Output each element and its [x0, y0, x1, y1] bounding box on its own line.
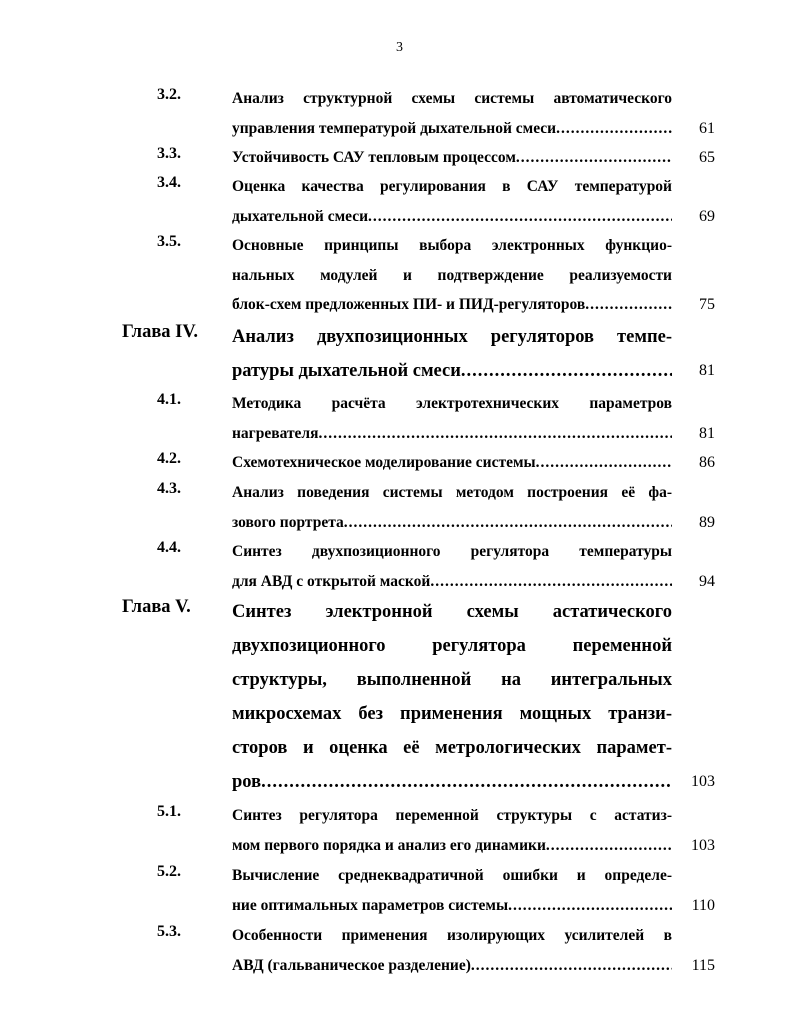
- toc-entry-title-line-last: [232, 419, 672, 449]
- toc-entry-title-text: зового портрета: [232, 513, 344, 531]
- toc-entry-title: [232, 320, 672, 388]
- toc-entry-title: [232, 84, 672, 143]
- leader-dots: [508, 891, 672, 921]
- toc-entry-number: 3.3.: [157, 145, 181, 162]
- toc-entry-title-text: ров: [232, 772, 262, 792]
- toc-entry-number: 3.4.: [157, 174, 181, 191]
- toc-entry-title-line-last: [232, 114, 672, 144]
- toc-entry-number: 5.3.: [157, 923, 181, 940]
- toc-entry-title-line: Синтез двухпозиционного регулятора температуры: [232, 543, 672, 560]
- toc-entry-title: [232, 448, 672, 478]
- toc-entry-title: [232, 478, 672, 537]
- toc-entry-number: 3.2.: [157, 86, 181, 103]
- toc-entry-number: Глава V.: [122, 597, 191, 617]
- toc-entry-page: 61: [699, 119, 715, 137]
- toc-entry-page: 65: [699, 149, 715, 166]
- toc-entry-title-line-last: [232, 831, 672, 861]
- toc-entry-title-text: управления температурой дыхательной смеси: [232, 119, 557, 137]
- leader-dots: [516, 143, 672, 173]
- toc-entry-title-line: сторов и оценка её метрологических парамет-: [232, 738, 672, 758]
- leader-dots: [536, 448, 672, 478]
- toc-entry-page: 94: [699, 572, 715, 590]
- toc-entry-number: 4.1.: [157, 391, 181, 408]
- toc-entry-title-line: Методика расчёта электротехнических параметров: [232, 395, 672, 412]
- toc-entry-title-text: дыхательной смеси: [232, 207, 369, 225]
- toc-entry-title-line: нальных модулей и подтверждение реализуемости: [232, 266, 672, 284]
- toc-entry-number: 4.3.: [157, 480, 181, 497]
- toc-entry-title-line-last: [232, 202, 672, 232]
- toc-entry-page: 75: [699, 296, 715, 313]
- leader-dots: [556, 114, 672, 144]
- toc-entry-title-line: Оценка качества регулирования в САУ температурой: [232, 178, 672, 195]
- toc-entry-title-text: мом первого порядка и анализ его динамики: [232, 836, 546, 854]
- toc-entry-title-line-last: [232, 448, 672, 478]
- toc-entry-title-text: нагревателя: [232, 424, 319, 442]
- toc-entry-title: [232, 172, 672, 231]
- toc-entry-title-text: Схемотехническое моделирование системы: [232, 454, 536, 471]
- toc-entry-title: [232, 595, 672, 799]
- leader-dots: [546, 831, 672, 861]
- leader-dots: [344, 508, 672, 538]
- toc-entry-title: [232, 389, 672, 448]
- toc-entry-title-line: Основные принципы выбора электронных функцио-: [232, 237, 672, 254]
- leader-dots: [368, 202, 672, 232]
- toc-entry-number: 3.5.: [157, 233, 181, 250]
- leader-dots: [319, 419, 672, 449]
- toc-entry-title: [232, 231, 672, 320]
- leader-dots: [471, 951, 672, 981]
- leader-dots: [461, 354, 672, 388]
- toc-entry-number: 5.2.: [157, 863, 181, 880]
- toc-entry-title-text: Устойчивость САУ тепловым процессом: [232, 149, 516, 166]
- toc-entry-title-text: блок-схем предложенных ПИ- и ПИД-регуляторов: [232, 296, 586, 313]
- toc-entry-page: 81: [699, 424, 715, 442]
- toc-entry-title-line: Анализ структурной схемы системы автоматического: [232, 90, 672, 107]
- toc-entry-title-line-last: [232, 891, 672, 921]
- leader-dots: [430, 567, 672, 597]
- toc-entry-title-line-last: [232, 508, 672, 538]
- toc-entry-title: [232, 801, 672, 860]
- leader-dots: [261, 765, 672, 799]
- toc-entry-title-line: Синтез регулятора переменной структуры с астатиз-: [232, 807, 672, 824]
- toc-entry-title: [232, 861, 672, 920]
- toc-entry-title-line-last: [232, 354, 672, 388]
- toc-entry-title: [232, 143, 672, 173]
- toc-entry-number: 4.4.: [157, 539, 181, 556]
- toc-entry-title-line: Анализ двухпозиционных регуляторов темпе-: [232, 327, 672, 347]
- toc-entry-title-line-last: [232, 765, 672, 799]
- toc-entry-page: 103: [691, 773, 715, 790]
- toc-entry-title-text: для АВД с открытой маской: [232, 572, 431, 590]
- toc-entry-title-line-last: [232, 143, 672, 173]
- toc-entry-title-line: микросхемах без применения мощных транзи-: [232, 704, 672, 724]
- toc-entry-title-text: ратуры дыхательной смеси: [232, 361, 461, 381]
- toc-entry-title-text: АВД (гальваническое разделение): [232, 956, 471, 974]
- toc-entry-page: 89: [699, 513, 715, 531]
- toc-entry-page: 81: [699, 362, 715, 379]
- toc-entry-title-line: Анализ поведения системы методом построения её фа-: [232, 484, 672, 501]
- toc-entry-title-line: двухпозиционного регулятора переменной: [232, 636, 672, 656]
- toc-entry-page: 110: [691, 896, 715, 914]
- toc-entry-title-line-last: [232, 567, 672, 597]
- toc-entry-title-line-last: [232, 951, 672, 981]
- toc-entry-title-line-last: [232, 290, 672, 320]
- toc-entry-title-line: Синтез электронной схемы астатического: [232, 602, 672, 622]
- toc-entry-title-line: Вычисление среднеквадратичной ошибки и определе-: [232, 867, 672, 884]
- toc-entry-page: 86: [699, 454, 715, 471]
- toc-entry-number: 5.1.: [157, 803, 181, 820]
- leader-dots: [585, 290, 672, 320]
- toc-entry-page: 69: [699, 207, 715, 225]
- toc-entry-page: 103: [691, 836, 715, 854]
- toc-entry-title-text: ние оптимальных параметров системы: [232, 896, 509, 914]
- toc-entry-title-line: структуры, выполненной на интегральных: [232, 670, 672, 690]
- page-number: 3: [396, 40, 403, 55]
- toc-entry-number: 4.2.: [157, 450, 181, 467]
- toc-entry-title-line: Особенности применения изолирующих усилителей в: [232, 927, 672, 944]
- toc-entry-page: 115: [691, 956, 715, 974]
- toc-entry-title: [232, 921, 672, 980]
- toc-entry-title: [232, 537, 672, 596]
- toc-entry-number: Глава IV.: [122, 322, 198, 342]
